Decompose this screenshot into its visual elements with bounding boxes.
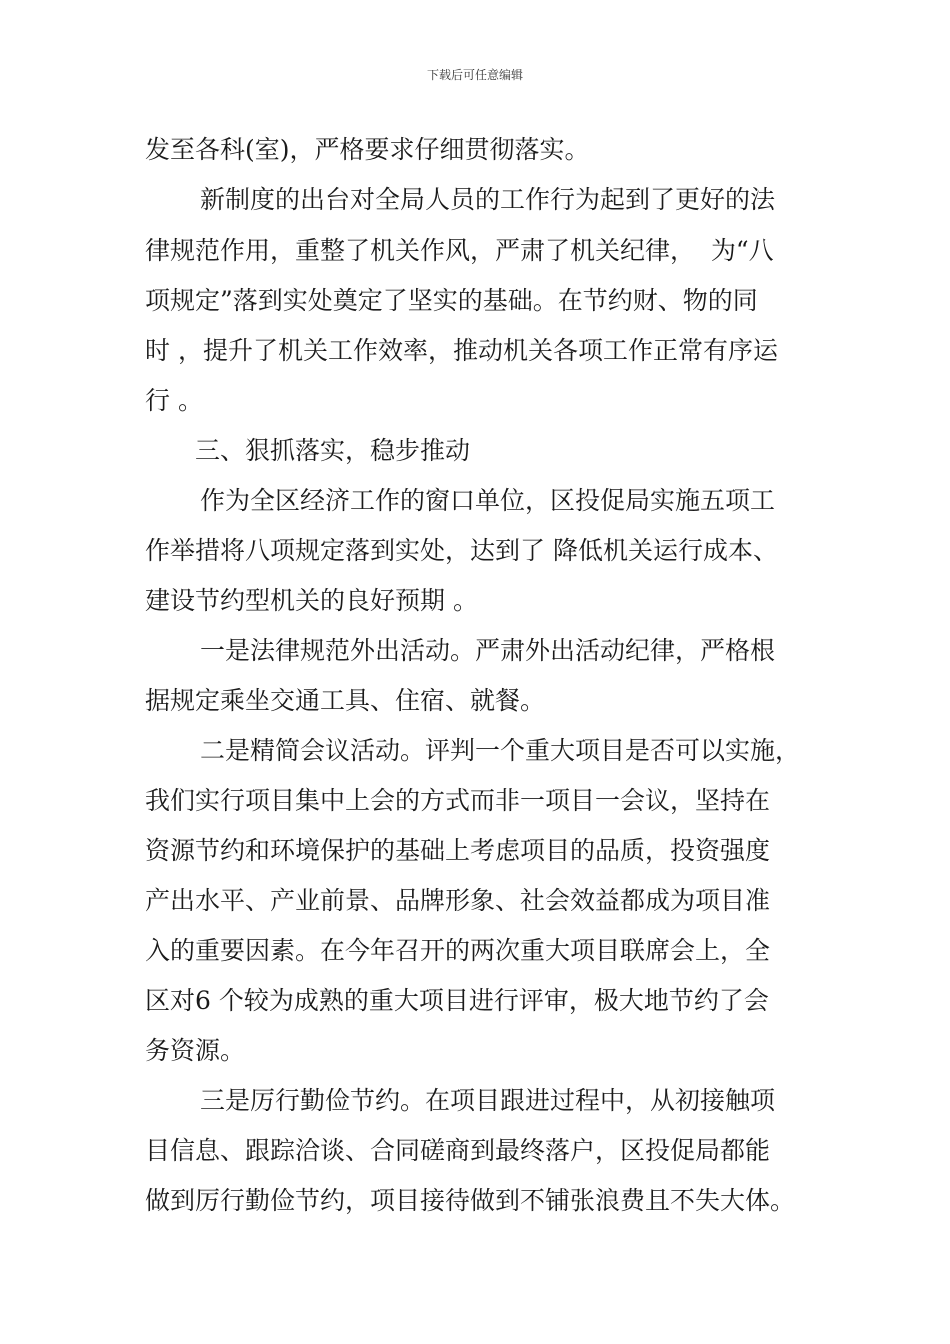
text-line: 作为全区经济工作的窗口单位，区投促局实施五项工	[200, 486, 776, 515]
section-heading: 三、狠抓落实，稳步推动	[195, 436, 471, 465]
text-line: 三是厉行勤俭节约。在项目跟进过程中，从初接触项	[200, 1086, 776, 1115]
text-line: 务资源。	[145, 1036, 246, 1065]
text-line: 项规定”落到实处奠定了坚实的基础。在节约财、物的同	[145, 286, 758, 315]
text-line: 二是精简会议活动。评判一个重大项目是否可以实施，	[200, 736, 801, 765]
text-line: 我们实行项目集中上会的方式而非一项目一会议，坚持在	[145, 786, 771, 815]
text-line: 目信息、跟踪洽谈、合同磋商到最终落户，区投促局都能	[145, 1136, 771, 1165]
text-line: 产出水平、产业前景、品牌形象、社会效益都成为项目准	[145, 886, 771, 915]
text-line: 律规范作用，重整了机关作风，严肃了机关纪律， 为“八	[145, 236, 774, 265]
text-line: 时 ，提升了机关工作效率，推动机关各项工作正常有序运	[145, 336, 778, 365]
text-line: 做到厉行勤俭节约，项目接待做到不铺张浪费且不失大体。	[145, 1186, 796, 1215]
text-line: 资源节约和环境保护的基础上考虑项目的品质，投资强度	[145, 836, 771, 865]
text-line: 作举措将八项规定落到实处，达到了 降低机关运行成本、	[145, 536, 778, 565]
text-line: 建设节约型机关的良好预期 。	[145, 586, 478, 615]
page-header: 下载后可任意编辑	[426, 68, 523, 82]
text-line: 新制度的出台对全局人员的工作行为起到了更好的法	[200, 185, 776, 214]
text-line: 区对6 个较为成熟的重大项目进行评审，极大地节约了会	[145, 986, 769, 1015]
text-line: 一是法律规范外出活动。严肃外出活动纪律，严格根	[200, 636, 776, 665]
text-line: 发至各科(室)，严格要求仔细贯彻落实。	[145, 135, 590, 164]
text-line: 据规定乘坐交通工具、住宿、就餐。	[145, 686, 546, 715]
text-line: 行 。	[145, 386, 203, 415]
text-line: 入的重要因素。在今年召开的两次重大项目联席会上，全	[145, 936, 771, 965]
